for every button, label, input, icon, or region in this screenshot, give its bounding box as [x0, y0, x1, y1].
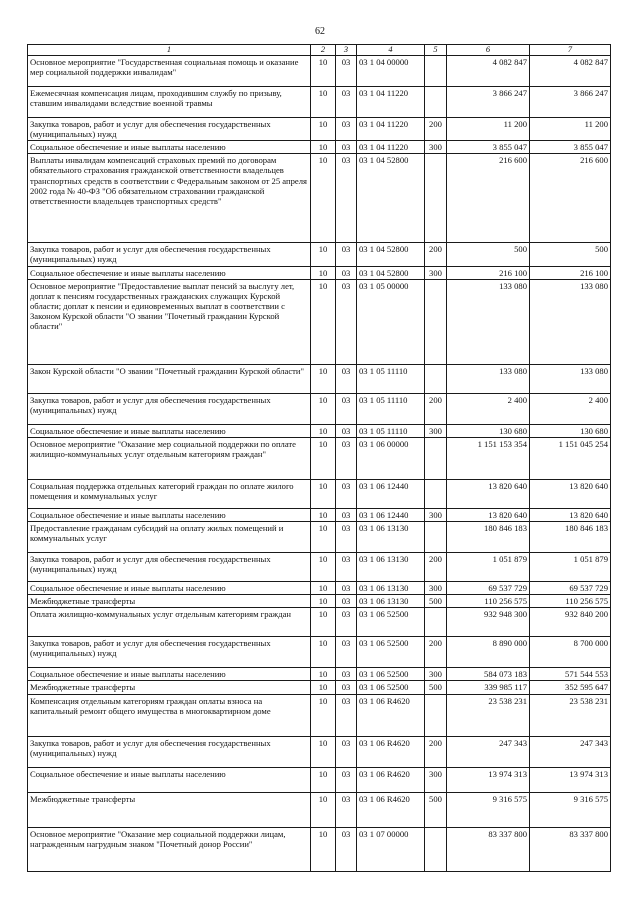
amount-year1-cell: 9 316 575 [447, 792, 530, 827]
row-name-cell: Социальная поддержка отдельных категорий граждан по оплате жилого помещения и коммунальных услуг [28, 479, 311, 508]
row-name-cell: Межбюджетные трансферты [28, 681, 311, 694]
expense-type-cell [425, 154, 447, 243]
target-article-cell: 03 1 06 13130 [357, 522, 425, 553]
target-article-cell: 03 1 06 12440 [357, 479, 425, 508]
expense-type-cell [425, 694, 447, 736]
section-code-cell: 10 [311, 508, 336, 521]
expense-type-cell [425, 608, 447, 637]
row-name-cell: Социальное обеспечение и иные выплаты населению [28, 767, 311, 792]
row-name-cell: Закупка товаров, работ и услуг для обеспечения государственных (муниципальных) нужд [28, 736, 311, 767]
row-name-cell: Закон Курской области "О звании "Почетный гражданин Курской области" [28, 364, 311, 393]
section-code-cell: 10 [311, 681, 336, 694]
section-code-cell: 10 [311, 608, 336, 637]
table-row [28, 479, 611, 508]
row-name-cell: Закупка товаров, работ и услуг для обеспечения государственных (муниципальных) нужд [28, 243, 311, 266]
row-name-cell: Выплаты инвалидам компенсаций страховых премий по договорам обязательного страхования гражданской ответственности владельцев транспортных средств в соответствии с Федеральным законом от 25 апреля 2002 года № 40-ФЗ "Об обязательном страховании гражданской ответственности владельцев транспортных средств" [28, 154, 311, 243]
subsection-code-cell: 03 [336, 827, 357, 871]
subsection-code-cell: 03 [336, 479, 357, 508]
target-article-cell: 03 1 05 11110 [357, 364, 425, 393]
subsection-code-cell: 03 [336, 154, 357, 243]
row-name-cell: Социальное обеспечение и иные выплаты населению [28, 508, 311, 521]
subsection-code-cell: 03 [336, 668, 357, 681]
section-code-cell: 10 [311, 86, 336, 117]
target-article-cell: 03 1 04 00000 [357, 55, 425, 86]
target-article-cell: 03 1 06 52500 [357, 608, 425, 637]
amount-year1-cell: 13 820 640 [447, 479, 530, 508]
amount-year1-cell: 216 100 [447, 266, 530, 279]
expense-type-cell: 500 [425, 595, 447, 608]
target-article-cell: 03 1 04 52800 [357, 266, 425, 279]
table-row [28, 86, 611, 117]
amount-year1-cell: 584 073 183 [447, 668, 530, 681]
target-article-cell: 03 1 06 R4620 [357, 792, 425, 827]
target-article-cell: 03 1 05 11110 [357, 393, 425, 424]
subsection-code-cell: 03 [336, 279, 357, 364]
target-article-cell: 03 1 06 R4620 [357, 736, 425, 767]
amount-year1-cell: 23 538 231 [447, 694, 530, 736]
target-article-cell: 03 1 06 R4620 [357, 767, 425, 792]
expense-type-cell [425, 522, 447, 553]
expense-type-cell: 200 [425, 736, 447, 767]
expense-type-cell: 500 [425, 681, 447, 694]
expense-type-cell: 200 [425, 553, 447, 582]
target-article-cell: 03 1 04 11220 [357, 117, 425, 140]
amount-year2-cell: 1 051 879 [530, 553, 611, 582]
table-row [28, 694, 611, 736]
amount-year2-cell: 11 200 [530, 117, 611, 140]
subsection-code-cell: 03 [336, 608, 357, 637]
target-article-cell: 03 1 06 52500 [357, 668, 425, 681]
amount-year1-cell: 1 151 153 354 [447, 437, 530, 479]
amount-year2-cell: 13 974 313 [530, 767, 611, 792]
amount-year1-cell: 180 846 183 [447, 522, 530, 553]
amount-year2-cell: 9 316 575 [530, 792, 611, 827]
expense-type-cell: 300 [425, 266, 447, 279]
subsection-code-cell: 03 [336, 694, 357, 736]
section-code-cell: 10 [311, 424, 336, 437]
expense-type-cell [425, 479, 447, 508]
row-name-cell: Социальное обеспечение и иные выплаты населению [28, 141, 311, 154]
section-code-cell: 10 [311, 437, 336, 479]
section-code-cell: 10 [311, 736, 336, 767]
expense-type-cell: 200 [425, 637, 447, 668]
amount-year1-cell: 83 337 800 [447, 827, 530, 871]
table-row [28, 279, 611, 364]
row-name-cell: Основное мероприятие "Оказание мер социальной поддержки лицам, награжденным нагрудным знаком "Почетный донор России" [28, 827, 311, 871]
section-code-cell: 10 [311, 141, 336, 154]
column-header: 3 [336, 45, 357, 56]
subsection-code-cell: 03 [336, 553, 357, 582]
table-row [28, 522, 611, 553]
amount-year1-cell: 1 051 879 [447, 553, 530, 582]
amount-year2-cell: 8 700 000 [530, 637, 611, 668]
target-article-cell: 03 1 06 12440 [357, 508, 425, 521]
table-body [28, 55, 611, 871]
amount-year2-cell: 133 080 [530, 364, 611, 393]
section-code-cell: 10 [311, 522, 336, 553]
expense-type-cell [425, 279, 447, 364]
column-header: 4 [357, 45, 425, 56]
target-article-cell: 03 1 06 13130 [357, 595, 425, 608]
amount-year1-cell: 11 200 [447, 117, 530, 140]
row-name-cell: Социальное обеспечение и иные выплаты населению [28, 668, 311, 681]
target-article-cell: 03 1 06 13130 [357, 553, 425, 582]
section-code-cell: 10 [311, 364, 336, 393]
section-code-cell: 10 [311, 55, 336, 86]
subsection-code-cell: 03 [336, 437, 357, 479]
amount-year1-cell: 13 820 640 [447, 508, 530, 521]
subsection-code-cell: 03 [336, 582, 357, 595]
amount-year2-cell: 247 343 [530, 736, 611, 767]
table-row [28, 424, 611, 437]
expense-type-cell: 200 [425, 243, 447, 266]
amount-year1-cell: 8 890 000 [447, 637, 530, 668]
table-row [28, 681, 611, 694]
section-code-cell: 10 [311, 279, 336, 364]
subsection-code-cell: 03 [336, 736, 357, 767]
amount-year1-cell: 4 082 847 [447, 55, 530, 86]
subsection-code-cell: 03 [336, 522, 357, 553]
table-row [28, 437, 611, 479]
table-row [28, 364, 611, 393]
amount-year1-cell: 247 343 [447, 736, 530, 767]
column-header: 2 [311, 45, 336, 56]
column-header: 1 [28, 45, 311, 56]
row-name-cell: Закупка товаров, работ и услуг для обеспечения государственных (муниципальных) нужд [28, 637, 311, 668]
amount-year2-cell: 2 400 [530, 393, 611, 424]
target-article-cell: 03 1 06 52500 [357, 681, 425, 694]
target-article-cell: 03 1 06 52500 [357, 637, 425, 668]
amount-year2-cell: 352 595 647 [530, 681, 611, 694]
table-row [28, 767, 611, 792]
table-row [28, 508, 611, 521]
row-name-cell: Закупка товаров, работ и услуг для обеспечения государственных (муниципальных) нужд [28, 553, 311, 582]
expense-type-cell: 300 [425, 424, 447, 437]
table-row [28, 792, 611, 827]
amount-year2-cell: 23 538 231 [530, 694, 611, 736]
section-code-cell: 10 [311, 827, 336, 871]
row-name-cell: Межбюджетные трансферты [28, 792, 311, 827]
table-row [28, 595, 611, 608]
section-code-cell: 10 [311, 595, 336, 608]
amount-year2-cell: 216 100 [530, 266, 611, 279]
amount-year2-cell: 110 256 575 [530, 595, 611, 608]
amount-year2-cell: 216 600 [530, 154, 611, 243]
table-row [28, 243, 611, 266]
expense-type-cell [425, 86, 447, 117]
section-code-cell: 10 [311, 266, 336, 279]
amount-year2-cell: 932 840 200 [530, 608, 611, 637]
row-name-cell: Основное мероприятие "Предоставление выплат пенсий за выслугу лет, доплат к пенсиям государственных гражданских служащих Курской области; доплат к пенсии и единовременных выплат в соответствии с Законом Курской области "О звании "Почетный гражданин Курской области" [28, 279, 311, 364]
amount-year1-cell: 932 948 300 [447, 608, 530, 637]
target-article-cell: 03 1 04 52800 [357, 243, 425, 266]
table-row [28, 141, 611, 154]
table-row [28, 154, 611, 243]
expense-type-cell: 200 [425, 117, 447, 140]
table-row [28, 55, 611, 86]
amount-year2-cell: 3 855 047 [530, 141, 611, 154]
section-code-cell: 10 [311, 553, 336, 582]
target-article-cell: 03 1 04 11220 [357, 86, 425, 117]
amount-year1-cell: 3 866 247 [447, 86, 530, 117]
amount-year2-cell: 4 082 847 [530, 55, 611, 86]
amount-year1-cell: 2 400 [447, 393, 530, 424]
row-name-cell: Социальное обеспечение и иные выплаты населению [28, 582, 311, 595]
expense-type-cell [425, 55, 447, 86]
table-header-row [28, 45, 611, 56]
row-name-cell: Межбюджетные трансферты [28, 595, 311, 608]
amount-year2-cell: 180 846 183 [530, 522, 611, 553]
section-code-cell: 10 [311, 792, 336, 827]
row-name-cell: Социальное обеспечение и иные выплаты населению [28, 266, 311, 279]
row-name-cell: Компенсация отдельным категориям граждан оплаты взноса на капитальный ремонт общего имущества в многоквартирном доме [28, 694, 311, 736]
amount-year2-cell: 69 537 729 [530, 582, 611, 595]
section-code-cell: 10 [311, 637, 336, 668]
target-article-cell: 03 1 06 13130 [357, 582, 425, 595]
expense-type-cell: 300 [425, 767, 447, 792]
section-code-cell: 10 [311, 154, 336, 243]
subsection-code-cell: 03 [336, 364, 357, 393]
table-row [28, 553, 611, 582]
subsection-code-cell: 03 [336, 508, 357, 521]
expense-type-cell: 300 [425, 668, 447, 681]
expense-type-cell: 300 [425, 582, 447, 595]
amount-year1-cell: 339 985 117 [447, 681, 530, 694]
amount-year1-cell: 500 [447, 243, 530, 266]
target-article-cell: 03 1 05 00000 [357, 279, 425, 364]
subsection-code-cell: 03 [336, 595, 357, 608]
table-row [28, 736, 611, 767]
table-row [28, 608, 611, 637]
amount-year1-cell: 13 974 313 [447, 767, 530, 792]
subsection-code-cell: 03 [336, 393, 357, 424]
amount-year2-cell: 500 [530, 243, 611, 266]
target-article-cell: 03 1 04 52800 [357, 154, 425, 243]
amount-year1-cell: 69 537 729 [447, 582, 530, 595]
amount-year1-cell: 110 256 575 [447, 595, 530, 608]
page-number: 62 [315, 26, 325, 37]
amount-year2-cell: 83 337 800 [530, 827, 611, 871]
subsection-code-cell: 03 [336, 117, 357, 140]
table-row [28, 827, 611, 871]
target-article-cell: 03 1 06 R4620 [357, 694, 425, 736]
table-row [28, 117, 611, 140]
amount-year1-cell: 133 080 [447, 279, 530, 364]
expense-type-cell: 500 [425, 792, 447, 827]
subsection-code-cell: 03 [336, 55, 357, 86]
row-name-cell: Основное мероприятие "Оказание мер социальной поддержки по оплате жилищно-коммунальных услуг отдельным категориям граждан" [28, 437, 311, 479]
subsection-code-cell: 03 [336, 243, 357, 266]
expense-type-cell [425, 437, 447, 479]
table-row [28, 393, 611, 424]
subsection-code-cell: 03 [336, 637, 357, 668]
table-row [28, 582, 611, 595]
target-article-cell: 03 1 05 11110 [357, 424, 425, 437]
row-name-cell: Закупка товаров, работ и услуг для обеспечения государственных (муниципальных) нужд [28, 393, 311, 424]
section-code-cell: 10 [311, 117, 336, 140]
subsection-code-cell: 03 [336, 681, 357, 694]
table-row [28, 637, 611, 668]
column-header: 5 [425, 45, 447, 56]
amount-year1-cell: 130 680 [447, 424, 530, 437]
expense-type-cell [425, 827, 447, 871]
section-code-cell: 10 [311, 694, 336, 736]
row-name-cell: Ежемесячная компенсация лицам, проходившим службу по призыву, ставшим инвалидами вследствие военной травмы [28, 86, 311, 117]
section-code-cell: 10 [311, 582, 336, 595]
target-article-cell: 03 1 04 11220 [357, 141, 425, 154]
subsection-code-cell: 03 [336, 86, 357, 117]
table-row [28, 266, 611, 279]
subsection-code-cell: 03 [336, 767, 357, 792]
row-name-cell: Закупка товаров, работ и услуг для обеспечения государственных (муниципальных) нужд [28, 117, 311, 140]
row-name-cell: Социальное обеспечение и иные выплаты населению [28, 424, 311, 437]
amount-year2-cell: 13 820 640 [530, 508, 611, 521]
amount-year1-cell: 133 080 [447, 364, 530, 393]
column-header: 6 [447, 45, 530, 56]
target-article-cell: 03 1 06 00000 [357, 437, 425, 479]
expense-type-cell [425, 364, 447, 393]
amount-year2-cell: 133 080 [530, 279, 611, 364]
expense-type-cell: 300 [425, 141, 447, 154]
target-article-cell: 03 1 07 00000 [357, 827, 425, 871]
amount-year1-cell: 3 855 047 [447, 141, 530, 154]
amount-year2-cell: 13 820 640 [530, 479, 611, 508]
expense-type-cell: 300 [425, 508, 447, 521]
table-row [28, 668, 611, 681]
amount-year2-cell: 130 680 [530, 424, 611, 437]
amount-year2-cell: 3 866 247 [530, 86, 611, 117]
section-code-cell: 10 [311, 767, 336, 792]
section-code-cell: 10 [311, 393, 336, 424]
section-code-cell: 10 [311, 668, 336, 681]
amount-year2-cell: 1 151 045 254 [530, 437, 611, 479]
row-name-cell: Оплата жилищно-коммунальных услуг отдельным категориям граждан [28, 608, 311, 637]
section-code-cell: 10 [311, 243, 336, 266]
subsection-code-cell: 03 [336, 424, 357, 437]
row-name-cell: Основное мероприятие "Государственная социальная помощь и оказание мер социальной поддержки инвалидам" [28, 55, 311, 86]
subsection-code-cell: 03 [336, 141, 357, 154]
amount-year2-cell: 571 544 553 [530, 668, 611, 681]
column-header: 7 [530, 45, 611, 56]
subsection-code-cell: 03 [336, 266, 357, 279]
section-code-cell: 10 [311, 479, 336, 508]
amount-year1-cell: 216 600 [447, 154, 530, 243]
subsection-code-cell: 03 [336, 792, 357, 827]
expense-type-cell: 200 [425, 393, 447, 424]
budget-table [27, 44, 611, 872]
row-name-cell: Предоставление гражданам субсидий на оплату жилых помещений и коммунальных услуг [28, 522, 311, 553]
